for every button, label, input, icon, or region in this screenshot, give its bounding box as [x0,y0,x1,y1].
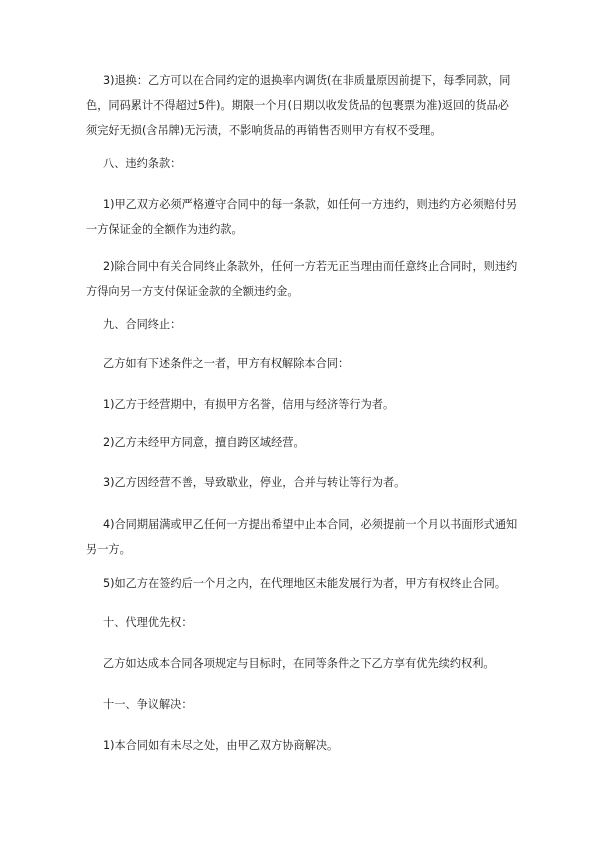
paragraph-priority: 乙方如达成本合同各项规定与目标时，在同等条件之下乙方享有优先续约权利。 [103,657,495,670]
section-heading-breach: 八、违约条款： [103,157,182,170]
paragraph-termination-intro: 乙方如有下述条件之一者，甲方有权解除本合同： [103,357,350,370]
paragraph-termination-3: 3)乙方因经营不善，导致歇业，停业，合并与转让等行为者。 [103,476,406,489]
section-heading-termination: 九、合同终止： [103,318,182,331]
paragraph-return-exchange: 3)退换：乙方可以在合同约定的退换率内调货(在非质量原因前提下，每季同款，同色，同码累计不得超过5件)。期限一个月(日期以收发货品的包裹票为准)返回的货品必须完好无损(含吊牌)无污渍，不影响货品的再销售否则甲方有权不受理。 [86,74,511,137]
section-heading-priority: 十、代理优先权： [103,616,193,629]
section-heading-dispute: 十一、争议解决： [103,698,193,711]
paragraph-breach-1: 1)甲乙双方必须严格遵守合同中的每一条款，如任何一方违约，则违约方必须赔付另一方保证金的全额作为违约款。 [86,198,518,236]
paragraph-termination-1: 1)乙方于经营期中，有损甲方名誉，信用与经济等行为者。 [103,398,395,411]
paragraph-termination-5: 5)如乙方在签约后一个月之内，在代理地区未能发展行为者，甲方有权终止合同。 [103,577,507,590]
paragraph-termination-2: 2)乙方未经甲方同意，擅自跨区域经营。 [103,436,305,449]
paragraph-dispute-1: 1)本合同如有未尽之处，由甲乙双方协商解决。 [103,739,339,752]
paragraph-termination-4: 4)合同期届满或甲乙任何一方提出希望中止本合同，必须提前一个月以书面形式通知另一方。 [86,518,518,556]
paragraph-breach-2: 2)除合同中有关合同终止条款外，任何一方若无正当理由而任意终止合同时，则违约方得向另一方支付保证金款的全额违约金。 [86,260,518,298]
